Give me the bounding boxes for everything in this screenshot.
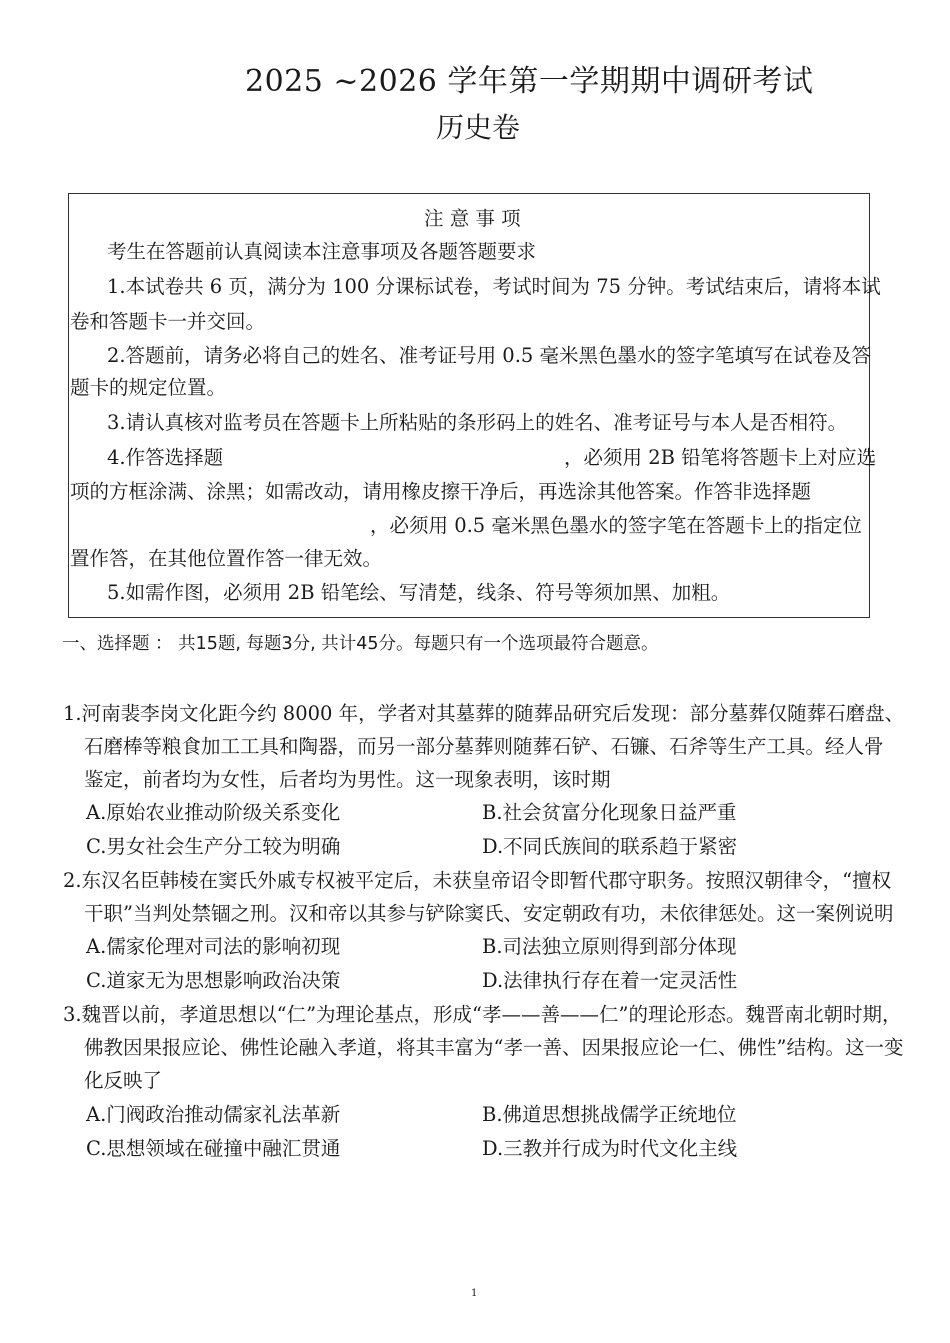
notice-item-4-part2: ，必须用 2B 铅笔将答题卡上对应选 [564, 446, 877, 469]
question-3-option-b: B.佛道思想挑战儒学正统地位 [482, 1103, 737, 1126]
exam-subject: 历史卷 [436, 111, 521, 144]
question-3-line-2: 佛教因果报应论、佛性论融入孝道，将其丰富为“孝一善、因果报应论一仁、佛性”结构。这一变 [84, 1036, 904, 1059]
question-3-line-3: 化反映了 [84, 1069, 163, 1092]
question-1-option-d: D.不同氏族间的联系趋于紧密 [482, 835, 738, 858]
notice-heading: 注 意 事 项 [424, 207, 521, 230]
question-1-line-2: 石磨棒等粮食加工工具和陶器，而另一部分墓葬则随葬石铲、石镰、石斧等生产工具。经人骨 [84, 735, 884, 758]
section-heading: 一、选择题 ： 共15题, 每题3分, 共计45分。每题只有一个选项最符合题意。 [62, 634, 659, 654]
notice-item-1-cont: 卷和答题卡一并交回。 [70, 310, 266, 333]
question-3-line-1: 3.魏晋以前，孝道思想以“仁”为理论基点，形成“孝——善——仁”的理论形态。魏晋南北朝时期， [63, 1003, 902, 1026]
question-2-line-2: 干职”当判处禁锢之刑。汉和帝以其参与铲除窦氏、安定朝政有功，未依律惩处。这一案例说明 [84, 902, 894, 925]
question-3-option-c: C.思想领域在碰撞中融汇贯通 [86, 1137, 341, 1160]
notice-item-4-line2: 项的方框涂满、涂黑；如需改动，请用橡皮擦干净后，再选涂其他答案。作答非选择题 [70, 480, 812, 503]
question-3-option-a: A.门阀政治推动儒家礼法革新 [86, 1103, 341, 1126]
question-2-option-b: B.司法独立原则得到部分体现 [482, 935, 737, 958]
notice-item-2: 2.答题前，请务必将自己的姓名、准考证号用 0.5 毫米黑色墨水的签字笔填写在试卷及答 [107, 344, 872, 367]
notice-item-2-cont: 题卡的规定位置。 [70, 376, 227, 399]
page-number: 1 [471, 1288, 478, 1299]
notice-item-4-line4: 置作答，在其他位置作答一律无效。 [70, 547, 383, 570]
question-2-option-c: C.道家无为思想影响政治决策 [86, 969, 341, 992]
exam-title: 2025 ~2026 学年第一学期期中调研考试 [245, 64, 814, 99]
question-2-option-d: D.法律执行存在着一定灵活性 [482, 969, 738, 992]
notice-item-4: 4.作答选择题 [107, 446, 224, 469]
question-1-option-b: B.社会贫富分化现象日益严重 [482, 801, 737, 824]
notice-item-5: 5.如需作图，必须用 2B 铅笔绘、写清楚，线条、符号等须加黑、加粗。 [107, 581, 731, 604]
question-3-option-d: D.三教并行成为时代文化主线 [482, 1137, 738, 1160]
question-1-option-c: C.男女社会生产分工较为明确 [86, 835, 341, 858]
notice-item-4-line3: ，必须用 0.5 毫米黑色墨水的签字笔在答题卡上的指定位 [370, 514, 862, 537]
notice-intro: 考生在答题前认真阅读本注意事项及各题答题要求 [107, 240, 537, 263]
question-1-option-a: A.原始农业推动阶级关系变化 [86, 801, 341, 824]
question-2-line-1: 2.东汉名臣韩棱在窦氏外戚专权被平定后，未获皇帝诏令即暂代郡守职务。按照汉朝律令，“擅权 [63, 869, 892, 892]
notice-item-1: 1.本试卷共 6 页，满分为 100 分课标试卷，考试时间为 75 分钟。考试结束后，请将本试 [107, 275, 881, 298]
notice-item-3: 3.请认真核对监考员在答题卡上所粘贴的条形码上的姓名、准考证号与本人是否相符。 [107, 411, 848, 434]
question-2-option-a: A.儒家伦理对司法的影响初现 [86, 935, 341, 958]
question-1-line-3: 鉴定，前者均为女性，后者均为男性。这一现象表明，该时期 [84, 768, 611, 791]
question-1-line-1: 1.河南裴李岗文化距今约 8000 年，学者对其墓葬的随葬品研究后发现：部分墓葬仅随葬石磨盘、 [63, 702, 905, 725]
